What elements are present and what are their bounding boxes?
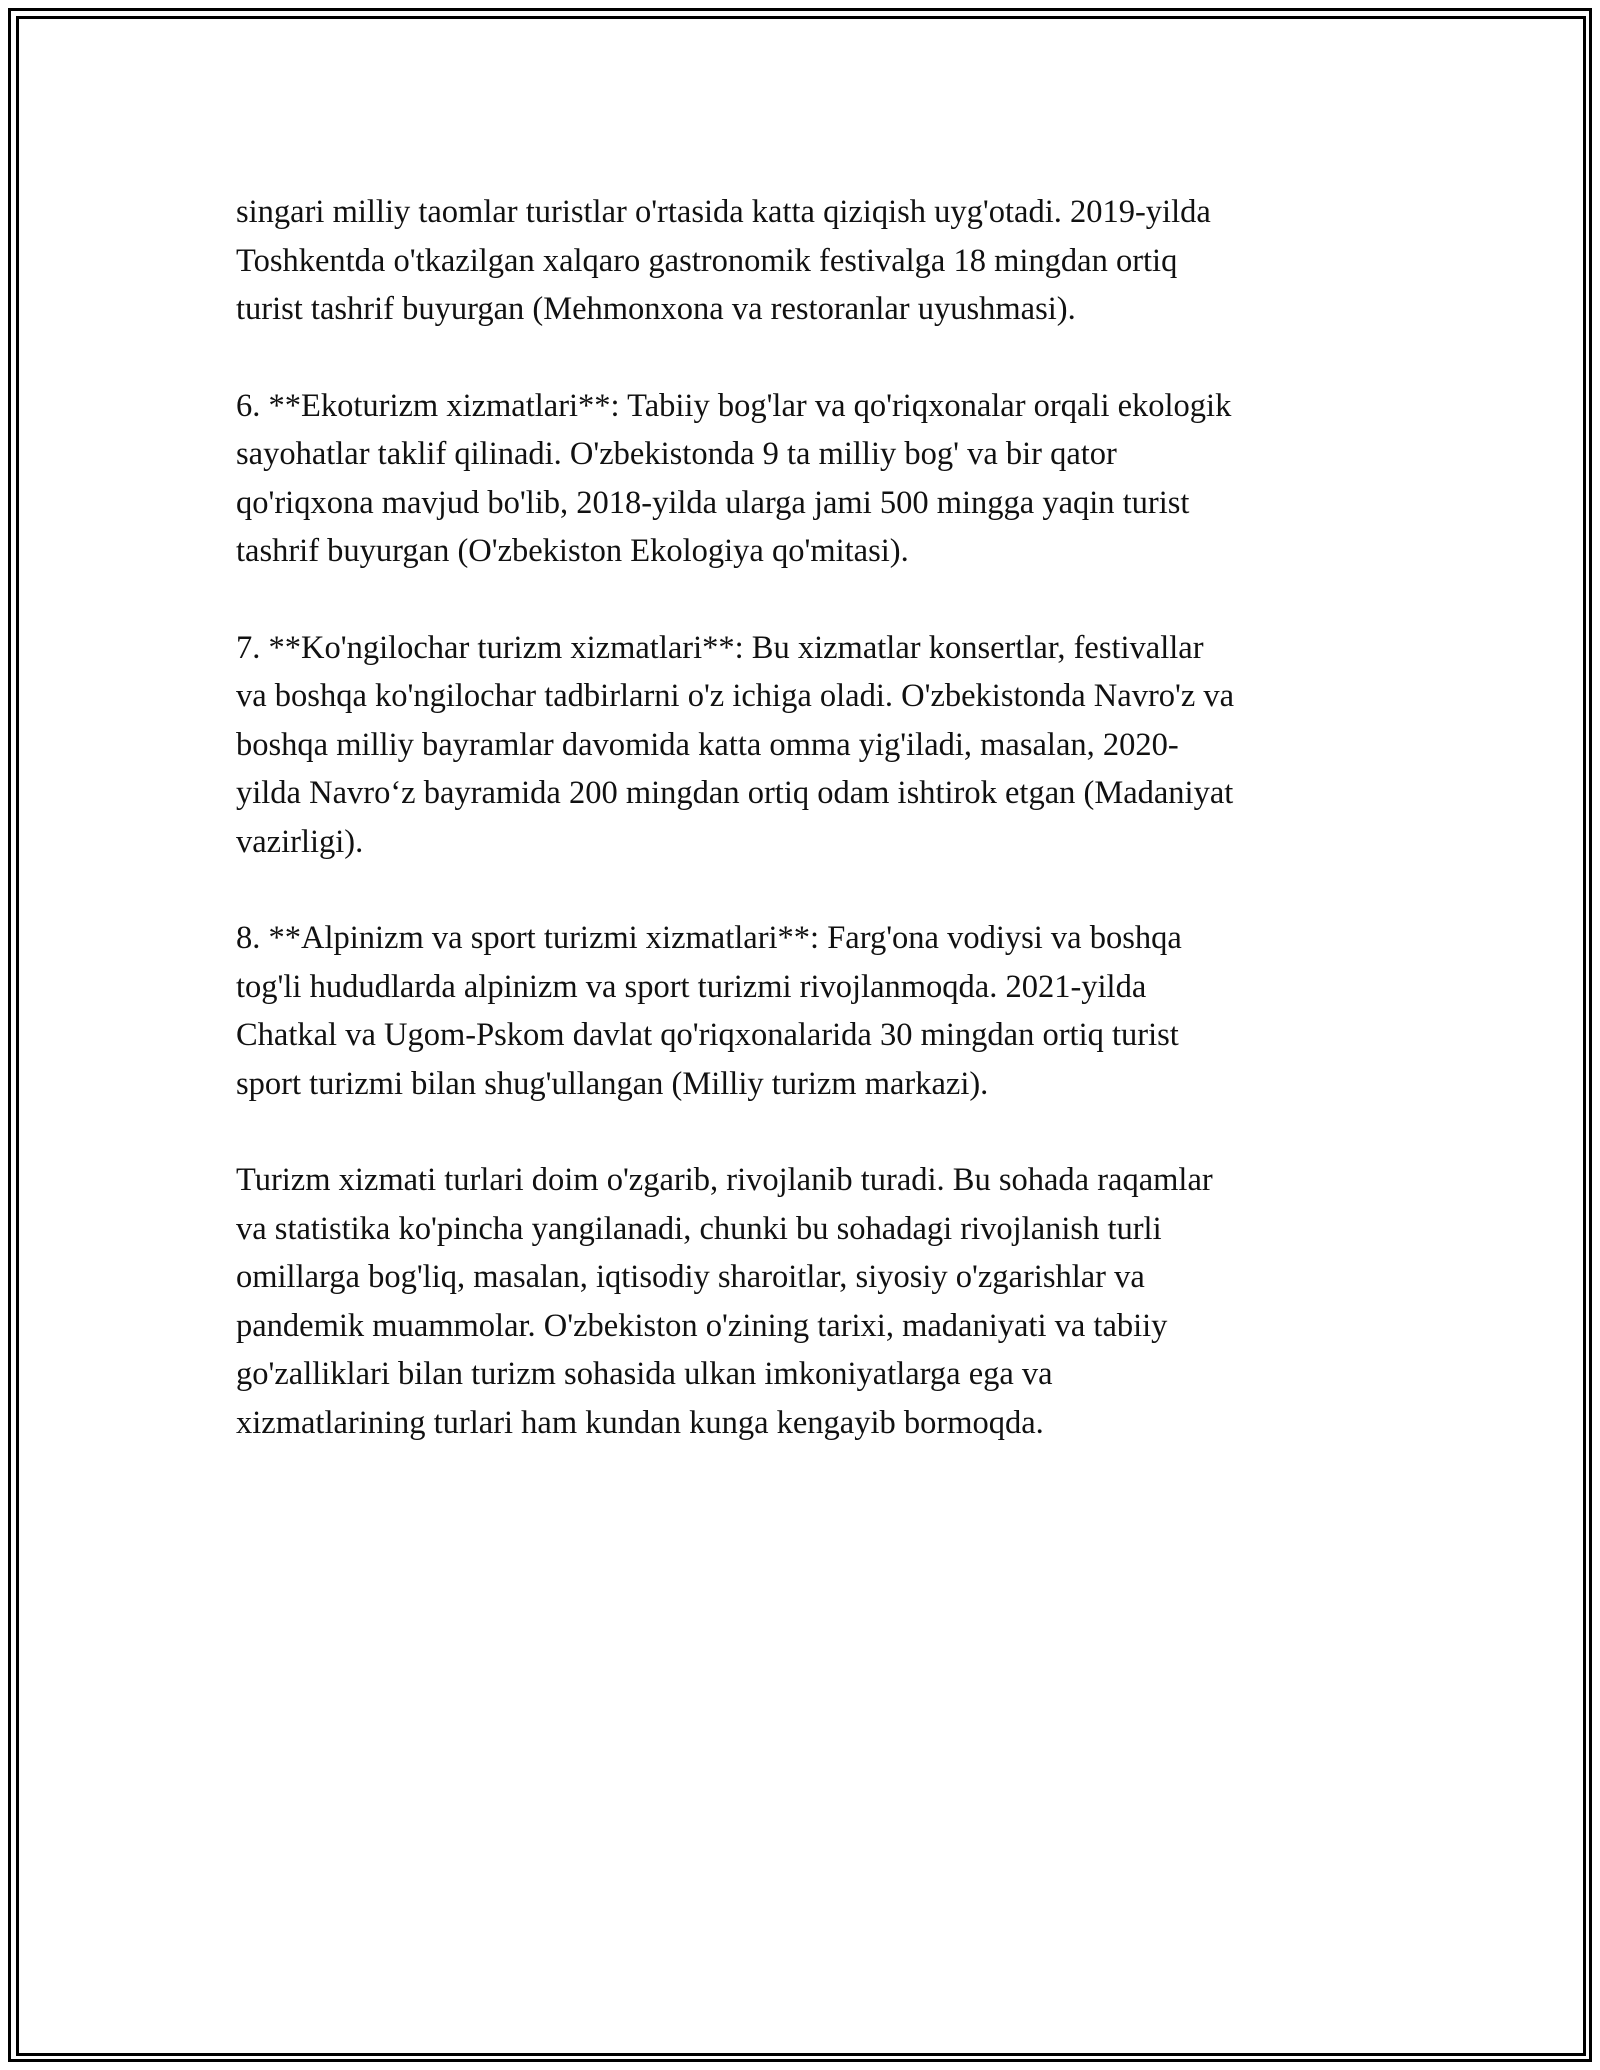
text-line: sport turizmi bilan shug'ullangan (Milliy turizm markazi).: [236, 1065, 989, 1102]
text-line: va boshqa ko'ngilochar tadbirlarni o'z ichiga oladi. O'zbekistonda Navro'z va: [236, 678, 1235, 714]
text-line: tashrif buyurgan (O'zbekiston Ekologiya qo'mitasi).: [236, 533, 909, 569]
text-line: xizmatlarining turlari ham kundan kunga kengayib bormoqda.: [236, 1404, 1044, 1441]
text-line: Turizm xizmati turlari doim o'zgarib, rivojlanib turadi. Bu sohada raqamlar: [236, 1162, 1213, 1198]
paragraph-ecotourism: [236, 382, 1366, 576]
paragraph-entertainment-tourism: [236, 624, 1366, 867]
text-line: go'zalliklari bilan turizm sohasida ulkan imkoniyatlarga ega va: [236, 1356, 1053, 1392]
text-line: va statistika ko'pincha yangilanadi, chunki bu sohadagi rivojlanish turli: [236, 1210, 1162, 1247]
text-line: 7. **Ko'ngilochar turizm xizmatlari**: Bu xizmatlar konsertlar, festivallar: [236, 629, 1204, 666]
text-line: singari milliy taomlar turistlar o'rtasida katta qiziqish uyg'otadi. 2019-yilda: [236, 194, 1211, 230]
paragraph-conclusion: [236, 1156, 1366, 1447]
text-line: qo'riqxona mavjud bo'lib, 2018-yilda ularga jami 500 mingga yaqin turist: [236, 484, 1190, 521]
text-line: Chatkal va Ugom-Pskom davlat qo'riqxonalarida 30 mingdan ortiq turist: [236, 1017, 1179, 1053]
text-line: omillarga bog'liq, masalan, iqtisodiy sharoitlar, siyosiy o'zgarishlar va: [236, 1259, 1145, 1295]
paragraph-alpinism-sport-tourism: [236, 914, 1366, 1108]
text-line: 8. **Alpinizm va sport turizmi xizmatlari**: Farg'ona vodiysi va boshqa: [236, 920, 1182, 956]
text-line: sayohatlar taklif qilinadi. O'zbekistonda 9 ta milliy bog' va bir qator: [236, 436, 1117, 472]
text-line: 6. **Ekoturizm xizmatlari**: Tabiiy bog'lar va qo'riqxonalar orqali ekologik: [236, 387, 1232, 424]
text-line: boshqa milliy bayramlar davomida katta omma yig'iladi, masalan, 2020-: [236, 726, 1179, 763]
paragraph-gastronomy-continuation: [236, 188, 1366, 334]
text-line: turist tashrif buyurgan (Mehmonxona va restoranlar uyushmasi).: [236, 291, 1076, 327]
text-line: pandemik muammolar. O'zbekiston o'zining tarixi, madaniyati va tabiiy: [236, 1307, 1168, 1344]
text-line: Toshkentda o'tkazilgan xalqaro gastronomik festivalga 18 mingdan ortiq: [236, 242, 1178, 279]
document-body: [236, 188, 1366, 1495]
text-line: yilda Navro‘z bayramida 200 mingdan ortiq odam ishtirok etgan (Madaniyat: [236, 775, 1234, 811]
text-line: tog'li hududlarda alpinizm va sport turizmi rivojlanmoqda. 2021-yilda: [236, 968, 1147, 1005]
text-line: vazirligi).: [236, 823, 364, 860]
